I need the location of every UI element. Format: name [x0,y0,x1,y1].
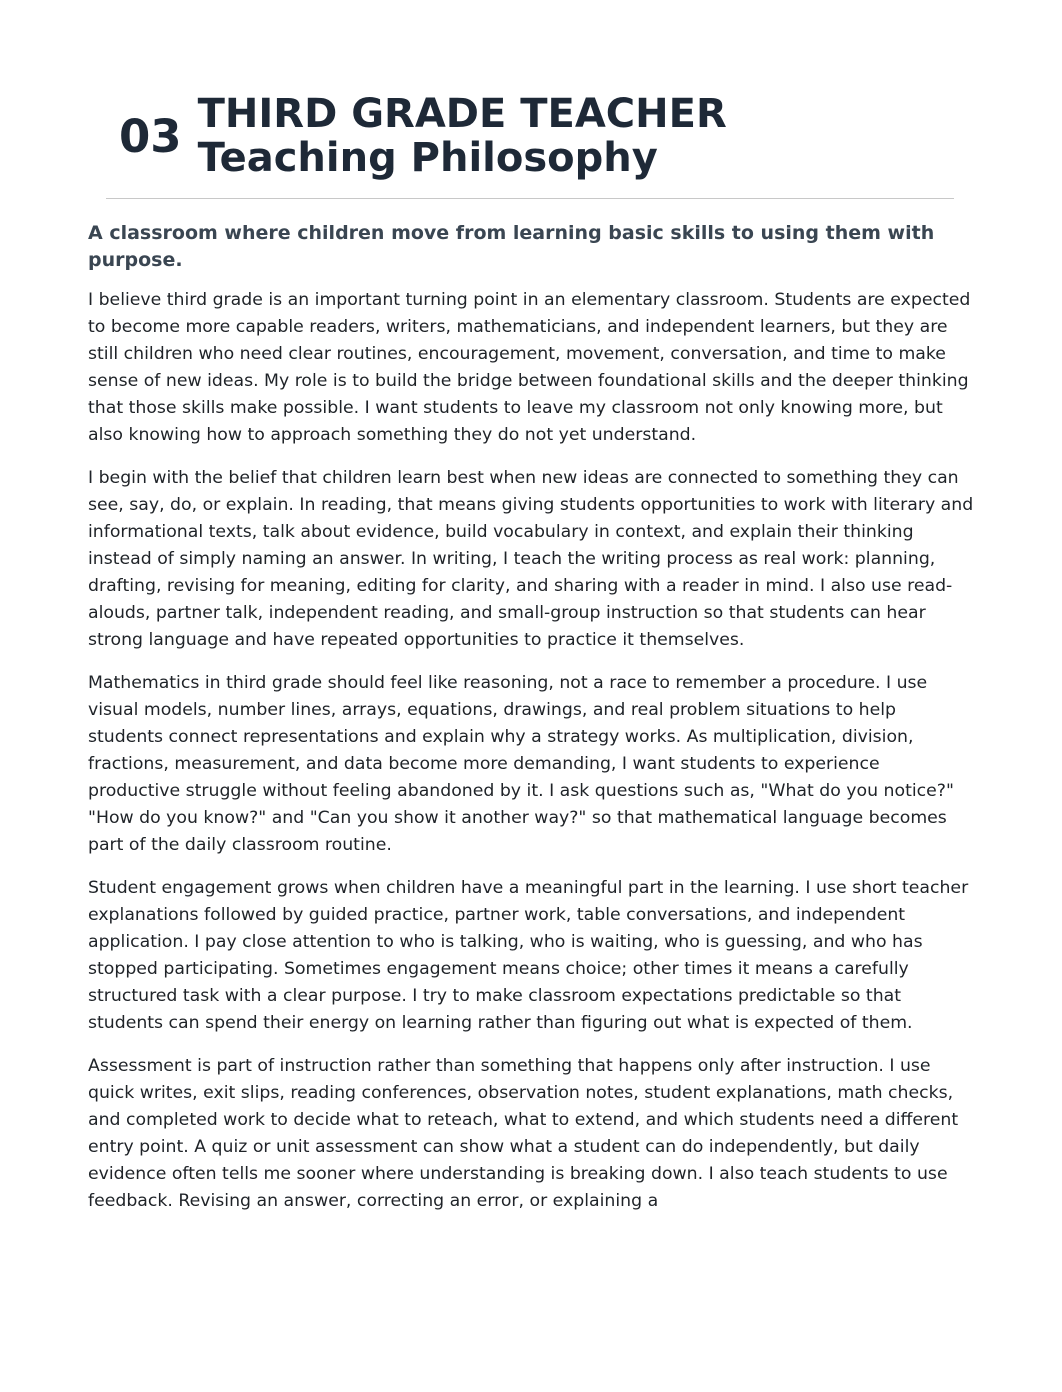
paragraph-4: Student engagement grows when children have a meaningful part in the learning. I use short teacher explanations followed by guided practice, partner work, table conversations, and independent application. I pay close attention to who is talking, who is waiting, who is guessing, and who has stopped participating. Sometimes engagement means choice; other times it means a carefully structured task with a clear purpose. I try to make classroom expectations predictable so that students can spend their energy on learning rather than figuring out what is expected of them. [88,878,969,1033]
header-titles [198,92,727,180]
header-divider [106,198,954,199]
job-title: THIRD GRADE TEACHER [197,91,727,137]
paragraph-5: Assessment is part of instruction rather than something that happens only after instruction. I use quick writes, exit slips, reading conferences, observation notes, student explanations, math checks, and completed work to decide what to reteach, what to extend, and which students need a different entry point. A quiz or unit assessment can show what a student can do independently, but daily evidence often tells me sooner where understanding is breaking down. I also teach students to use feedback. Revising an answer, correcting an error, or explaining a [88,1056,959,1211]
paragraph-1: I believe third grade is an important turning point in an elementary classroom. Students are expected to become more capable readers, writers, mathematicians, and independent learners, but they are still children who need clear routines, encouragement, movement, conversation, and time to make sense of new ideas. My role is to build the bridge between foundational skills and the deeper thinking that those skills make possible. I want students to leave my classroom not only knowing more, but also knowing how to approach something they do not yet understand. [88,290,971,445]
document-header [119,92,959,180]
subtitle: A classroom where children move from learning basic skills to using them with purpose. [88,222,935,271]
document-title: Teaching Philosophy [197,135,658,181]
section-number: 03 [119,109,182,163]
paragraph-3: Mathematics in third grade should feel like reasoning, not a race to remember a procedure. I use visual models, number lines, arrays, equations, drawings, and real problem situations to help students connect representations and explain why a strategy works. As multiplication, division, fractions, measurement, and data become more demanding, I want students to experience productive struggle without feeling abandoned by it. I ask questions such as, "What do you notice?" "How do you know?" and "Can you show it another way?" so that mathematical language becomes part of the daily classroom routine. [88,673,954,855]
paragraph-2: I begin with the belief that children learn best when new ideas are connected to something they can see, say, do, or explain. In reading, that means giving students opportunities to work with literary and informational texts, talk about evidence, build vocabulary in context, and explain their thinking instead of simply naming an answer. In writing, I teach the writing process as real work: planning, drafting, revising for meaning, editing for clarity, and sharing with a reader in mind. I also use read-alouds, partner talk, independent reading, and small-group instruction so that students can hear strong language and have repeated opportunities to practice it themselves. [88,468,974,650]
document-body [88,220,974,1231]
